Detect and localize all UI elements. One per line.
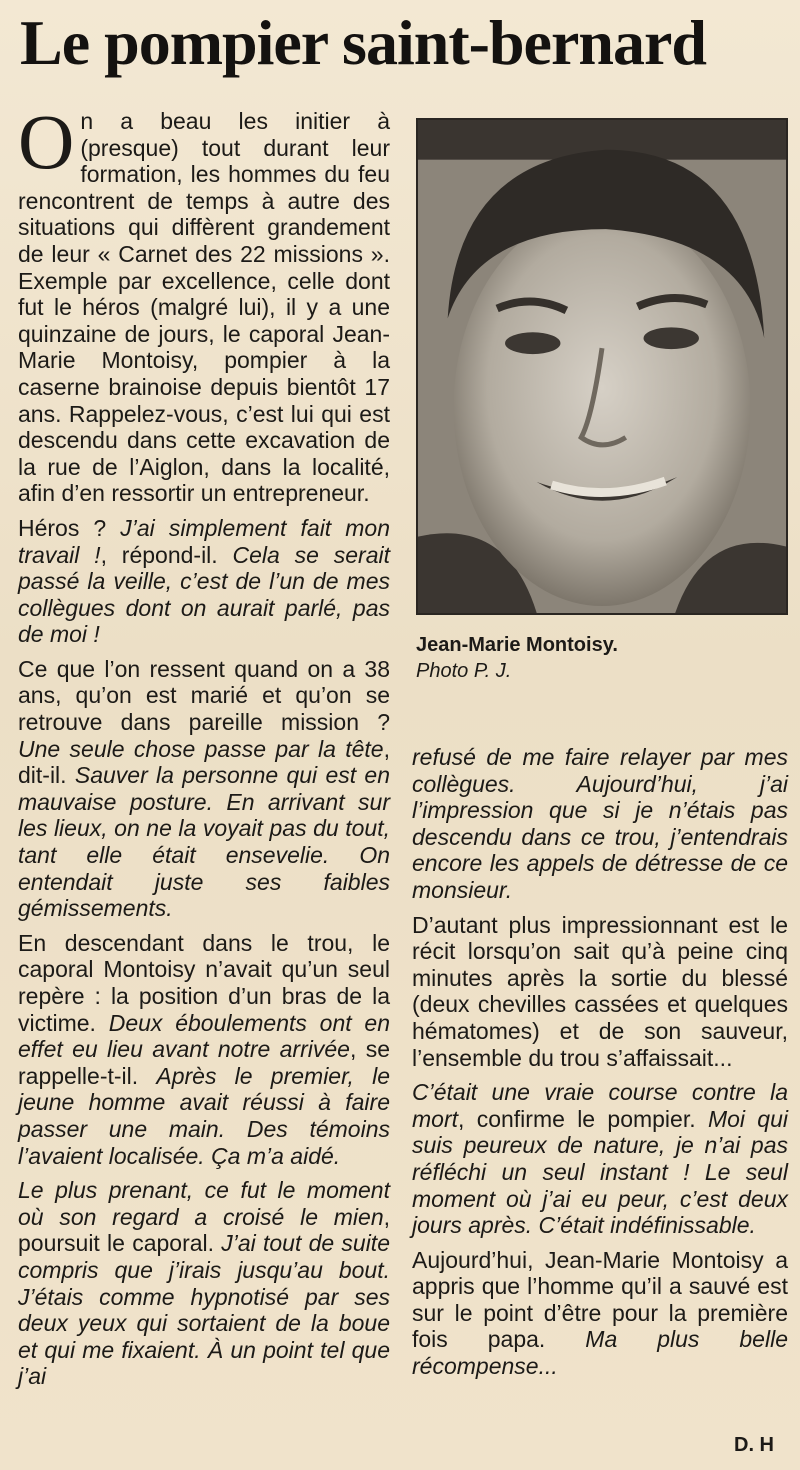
- text-run: Ce que l’on ressent quand on a 38 ans, qu’on est marié et qu’on se retrouve dans pareille mission ?: [18, 655, 390, 736]
- quote-run: Après le premier, le jeune homme avait réussi à faire passer une main. Des témoins l’avaient localisée. Ça m’a aidé.: [18, 1062, 390, 1169]
- text-run: n a beau les initier à (presque) tout durant leur formation, les hommes du feu rencontrent de temps à autre des situations qui diffèrent grandement de leur « Carnet des 22 missions ». Exemple par excellence, celle dont fut le héros (malgré lui), il y a une quinzaine de jours, le caporal Jean-Marie Montoisy, pompier à la caserne brainoise depuis bientôt 17 ans. Rappelez-vous, c’est lui qui est descendu dans cette excavation de la rue de l’Aiglon, dans la localité, afin d’en ressortir un entrepreneur.: [18, 108, 390, 507]
- article-paragraph: [18, 98, 390, 507]
- text-run: En descendant dans le trou, le caporal Montoisy n’avait qu’un seul repère : la position d’un bras de la victime.: [18, 929, 390, 1036]
- quote-run: Cela se serait passé la veille, c’est de l’un de mes collègues dont on aurait parlé, pas de moi !: [18, 541, 391, 648]
- quote-run: C’était une vraie course contre la mort: [412, 1079, 788, 1132]
- article-column-left: [18, 98, 391, 1398]
- quote-run: refusé de me faire relayer par mes collègues. Aujourd’hui, j’ai l’impression que si je n’étais pas descendu dans ce trou, j’entendrais encore les appels de détresse de ce monsieur.: [412, 744, 788, 903]
- article-paragraph: [18, 930, 390, 1169]
- article-paragraph: [412, 912, 788, 1072]
- text-run: D’autant plus impressionnant est le récit lorsqu’on sait qu’à peine cinq minutes après la sortie du blessé (deux chevilles cassées et quelques hématomes) et de son sauveur, l’ensemble du trou s’affaissait...: [412, 911, 788, 1071]
- article-title: Le pompier saint-bernard: [20, 7, 706, 78]
- drop-cap: O: [18, 98, 75, 185]
- photo-caption: [416, 632, 788, 684]
- text-run: Héros ?: [18, 514, 121, 541]
- portrait-drawing: [418, 120, 786, 613]
- text-run: Aujourd’hui, Jean-Marie Montoisy a appris que l’homme qu’il a sauvé est sur le point d’être pour la première fois papa.: [412, 1246, 788, 1353]
- portrait-photo: [416, 118, 788, 615]
- text-run: , confirme le pompier.: [458, 1105, 708, 1132]
- quote-run: Moi qui suis peureux de nature, je n’ai pas réfléchi un seul instant ! Le seul moment où j’ai eu peur, c’est deux jours après. C’était indéfinissable.: [412, 1105, 788, 1239]
- quote-run: Deux éboulements ont en effet eu lieu avant notre arrivée: [18, 1009, 391, 1063]
- text-run: , dit-il.: [18, 735, 390, 789]
- text-run: , poursuit le caporal.: [18, 1203, 390, 1257]
- quote-run: Ma plus belle récompense...: [412, 1326, 788, 1380]
- quote-run: J’ai tout de suite compris que j’irais jusqu’au bout. J’étais comme hypnotisé par ses deux yeux qui sortaient de la boue et qui me fixaient. À un point tel que j’ai: [18, 1230, 390, 1390]
- text-run: , répond-il.: [100, 541, 233, 568]
- article-paragraph: [18, 656, 390, 922]
- quote-run: Sauver la personne qui est en mauvaise posture. En arrivant sur les lieux, on ne la voyait pas du tout, tant elle était ensevelie. On entendait juste ses faibles gémissements.: [18, 762, 391, 922]
- caption-credit: Photo P. J.: [416, 660, 512, 682]
- article-paragraph: [412, 744, 788, 904]
- text-run: , se rappelle-t-il.: [18, 1036, 390, 1089]
- caption-name: Jean-Marie Montoisy.: [416, 634, 618, 656]
- quote-run: Le plus prenant, ce fut le moment où son regard a croisé le mien: [18, 1177, 390, 1230]
- article-paragraph: [412, 1079, 788, 1239]
- quote-run: Une seule chose passe par la tête: [18, 735, 384, 762]
- article-paragraph: [412, 1247, 788, 1380]
- article-paragraph: [18, 515, 390, 648]
- author-signature: D. H: [734, 1434, 774, 1456]
- article-paragraph: [18, 1177, 390, 1390]
- quote-run: J’ai simplement fait mon travail !: [18, 514, 390, 568]
- article-column-right: [412, 744, 788, 1388]
